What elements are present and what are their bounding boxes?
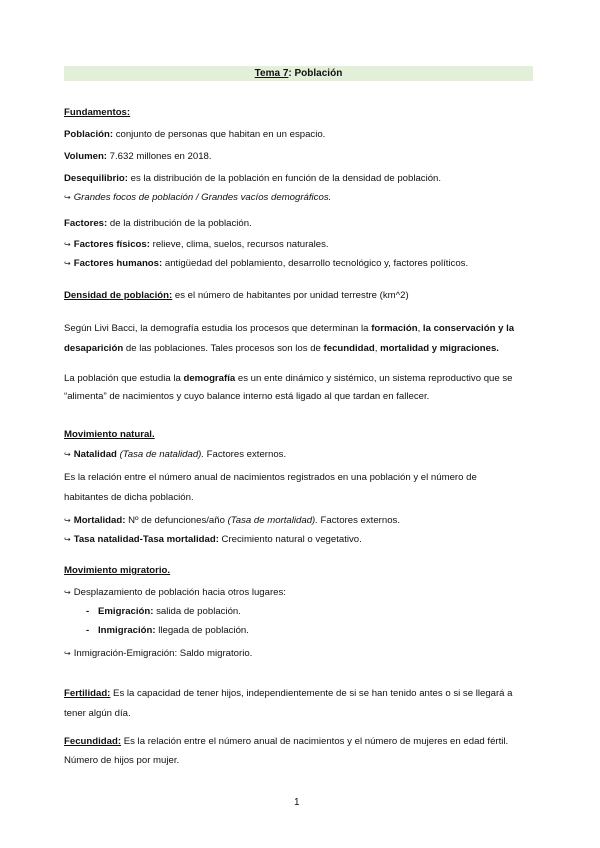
factores-line (64, 217, 252, 230)
fertilidad-line-2: tener algún día. (64, 708, 131, 719)
fertilidad-label: Fertilidad: (64, 688, 111, 699)
inmigracion-text: llegada de población. (155, 625, 249, 636)
bacci-line-2 (64, 342, 499, 355)
bacci-fecundidad: fecundidad (323, 343, 375, 354)
poblacion-line (64, 128, 325, 141)
bacci-conservacion: la conservación y la (422, 323, 515, 334)
sistema-text-a: La población que estudia la (64, 373, 184, 384)
tasa-label: Tasa natalidad-Tasa mortalidad: (73, 534, 219, 545)
fecundidad-line-1 (64, 735, 508, 748)
bullet-dash: - (86, 625, 90, 636)
natalidad-text: Factores externos. (204, 449, 287, 460)
desequilibrio-sub-text: Grandes focos de población / Grandes vacíos demográficos. (73, 192, 332, 203)
volumen-text: 7.632 millones en 2018. (107, 151, 212, 162)
poblacion-text: conjunto de personas que habitan en un espacio. (113, 129, 326, 140)
desplazamiento-text: Desplazamiento de población hacia otros lugares: (73, 587, 286, 598)
natalidad-label: Natalidad (73, 449, 117, 460)
arrow-icon: ↪ (64, 516, 71, 525)
factores-humanos-text: antigüedad del poblamiento, desarrollo tecnológico y, factores políticos. (162, 258, 469, 269)
sistema-demografia: demografía (183, 373, 236, 384)
title-rest: : Población (288, 68, 343, 79)
arrow-icon: ↪ (64, 588, 71, 597)
factores-fisicos-line (64, 238, 329, 251)
desequilibrio-label: Desequilibrio: (64, 173, 128, 184)
bacci-comma-2: , (374, 343, 381, 354)
factores-humanos-label: Factores humanos: (73, 258, 163, 269)
bacci-desaparicion: desaparición (64, 343, 124, 354)
mortalidad-italic: (Tasa de mortalidad). (227, 515, 318, 526)
fertilidad-line-1 (64, 687, 513, 700)
arrow-icon: ↪ (64, 450, 71, 459)
volumen-line (64, 150, 212, 163)
desequilibrio-text: es la distribución de la población en función de la densidad de población. (127, 173, 442, 184)
factores-humanos-line (64, 257, 468, 270)
bullet-dash: - (86, 606, 90, 617)
desequilibrio-line (64, 172, 441, 185)
emigracion-text: salida de población. (153, 606, 241, 617)
fecundidad-text: Es la relación entre el número anual de nacimientos y el número de mujeres en edad fértil. (121, 736, 509, 747)
saldo-text: Inmigración-Emigración: Saldo migratorio. (73, 648, 253, 659)
title-prefix: Tema 7 (254, 68, 289, 79)
page-title (64, 66, 533, 81)
bacci-text-a: Según Livi Bacci, la demografía estudia los procesos que determinan la (64, 323, 372, 334)
natalidad-def-2: habitantes de dicha población. (64, 492, 194, 503)
inmigracion-label: Inmigración: (98, 625, 156, 636)
inmigracion-line (64, 624, 249, 637)
bacci-text-b: de las poblaciones. Tales procesos son los de (123, 343, 324, 354)
factores-text: de la distribución de la población. (107, 218, 252, 229)
tasa-line (64, 533, 362, 546)
factores-label: Factores: (64, 218, 108, 229)
mortalidad-text: Nº de defunciones/año (125, 515, 228, 526)
page-number: 1 (294, 797, 300, 808)
mortalidad-line (64, 514, 400, 527)
mortalidad-label: Mortalidad: (73, 515, 126, 526)
natalidad-line (64, 448, 286, 461)
natural-heading: Movimiento natural. (64, 429, 155, 440)
fundamentos-heading: Fundamentos: (64, 107, 131, 118)
natalidad-italic: (Tasa de natalidad). (119, 449, 205, 460)
densidad-text: es el número de habitantes por unidad terrestre (km^2) (172, 290, 409, 301)
mortalidad-tail: Factores externos. (317, 515, 401, 526)
arrow-icon: ↪ (64, 259, 71, 268)
desplazamiento-line (64, 586, 286, 599)
emigracion-label: Emigración: (98, 606, 154, 617)
sistema-text-c: es un ente dinámico y sistémico, un sistema reproductivo que se (235, 373, 513, 384)
emigracion-line (64, 605, 241, 618)
migratorio-heading: Movimiento migratorio. (64, 565, 171, 576)
natalidad-def-1: Es la relación entre el número anual de nacimientos registrados en una población y el número de (64, 472, 477, 483)
bacci-formacion: formación (371, 323, 418, 334)
densidad-label: Densidad de población: (64, 290, 173, 301)
fecundidad-label: Fecundidad: (64, 736, 122, 747)
saldo-line (64, 647, 252, 660)
arrow-icon: ↪ (64, 649, 71, 658)
tasa-text: Crecimiento natural o vegetativo. (218, 534, 362, 545)
arrow-icon: ↪ (64, 535, 71, 544)
bacci-mortalidad: mortalidad y migraciones. (380, 343, 499, 354)
bacci-comma: , (417, 323, 423, 334)
poblacion-label: Población: (64, 129, 114, 140)
sistema-line-2: “alimenta” de nacimientos y cuyo balance interno está ligado al que tardan en fallecer. (64, 391, 430, 402)
arrow-icon: ↪ (64, 193, 71, 202)
volumen-label: Volumen: (64, 151, 107, 162)
fecundidad-line-2: Número de hijos por mujer. (64, 755, 180, 766)
densidad-line (64, 289, 409, 302)
factores-fisicos-text: relieve, clima, suelos, recursos naturales. (149, 239, 329, 250)
desequilibrio-sub (64, 191, 331, 204)
arrow-icon: ↪ (64, 240, 71, 249)
bacci-line-1 (64, 322, 514, 335)
fertilidad-text: Es la capacidad de tener hijos, independientemente de si se han tenido antes o si se llegará a (110, 688, 513, 699)
sistema-line-1 (64, 372, 513, 385)
factores-fisicos-label: Factores físicos: (73, 239, 150, 250)
